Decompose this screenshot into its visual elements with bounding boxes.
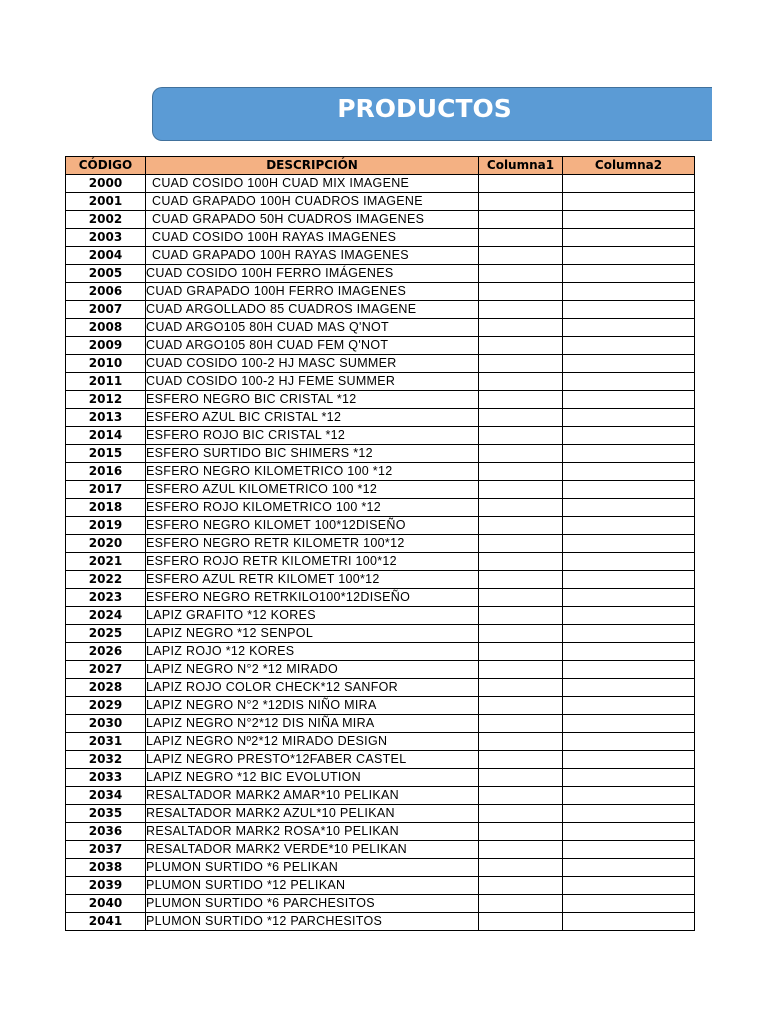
table-row (66, 697, 695, 715)
cell-descripcion[interactable]: LAPIZ NEGRO N°2*12 DIS NIÑA MIRA (146, 715, 479, 733)
cell-columna1[interactable] (479, 535, 563, 553)
page-title: PRODUCTOS (337, 94, 512, 123)
cell-columna1[interactable] (479, 481, 563, 499)
cell-columna2[interactable] (563, 373, 695, 391)
cell-columna2[interactable] (563, 571, 695, 589)
table-row (66, 841, 695, 859)
cell-columna2[interactable] (563, 751, 695, 769)
cell-columna1[interactable] (479, 175, 563, 193)
cell-descripcion[interactable]: LAPIZ ROJO COLOR CHECK*12 SANFOR (146, 679, 479, 697)
cell-codigo[interactable]: 2009 (66, 337, 146, 355)
cell-columna1[interactable] (479, 211, 563, 229)
cell-codigo[interactable]: 2017 (66, 481, 146, 499)
cell-descripcion[interactable]: LAPIZ NEGRO Nº2*12 MIRADO DESIGN (146, 733, 479, 751)
table-row (66, 607, 695, 625)
cell-columna1[interactable] (479, 787, 563, 805)
table-body (66, 175, 695, 931)
table-row (66, 805, 695, 823)
cell-descripcion[interactable]: CUAD COSIDO 100H FERRO IMÁGENES (146, 265, 479, 283)
table-row (66, 877, 695, 895)
cell-codigo[interactable]: 2005 (66, 265, 146, 283)
cell-codigo[interactable]: 2031 (66, 733, 146, 751)
cell-codigo[interactable]: 2029 (66, 697, 146, 715)
cell-columna1[interactable] (479, 373, 563, 391)
cell-columna2[interactable] (563, 247, 695, 265)
cell-columna1[interactable] (479, 697, 563, 715)
cell-codigo[interactable]: 2025 (66, 625, 146, 643)
cell-descripcion[interactable]: CUAD COSIDO 100-2 HJ FEME SUMMER (146, 373, 479, 391)
table-row (66, 193, 695, 211)
cell-columna1[interactable] (479, 463, 563, 481)
cell-codigo[interactable]: 2004 (66, 247, 146, 265)
cell-columna1[interactable] (479, 193, 563, 211)
table-row (66, 427, 695, 445)
cell-columna2[interactable] (563, 607, 695, 625)
header-descripcion[interactable]: DESCRIPCIÓN (146, 157, 479, 175)
cell-columna2[interactable] (563, 445, 695, 463)
cell-descripcion[interactable]: LAPIZ NEGRO N°2 *12DIS NIÑO MIRA (146, 697, 479, 715)
cell-codigo[interactable]: 2019 (66, 517, 146, 535)
products-table (65, 156, 695, 931)
cell-columna2[interactable] (563, 661, 695, 679)
cell-descripcion[interactable]: LAPIZ ROJO *12 KORES (146, 643, 479, 661)
cell-columna1[interactable] (479, 247, 563, 265)
cell-columna1[interactable] (479, 643, 563, 661)
table-row (66, 481, 695, 499)
table-row (66, 751, 695, 769)
cell-columna1[interactable] (479, 391, 563, 409)
cell-codigo[interactable]: 2033 (66, 769, 146, 787)
cell-descripcion[interactable]: CUAD GRAPADO 50H CUADROS IMAGENES (146, 211, 479, 229)
cell-descripcion[interactable]: CUAD GRAPADO 100H RAYAS IMAGENES (146, 247, 479, 265)
cell-columna2[interactable] (563, 301, 695, 319)
cell-descripcion[interactable]: LAPIZ NEGRO N°2 *12 MIRADO (146, 661, 479, 679)
cell-columna2[interactable] (563, 877, 695, 895)
cell-columna1[interactable] (479, 355, 563, 373)
cell-codigo[interactable]: 2022 (66, 571, 146, 589)
table-row (66, 859, 695, 877)
title-banner (152, 87, 712, 141)
cell-descripcion[interactable]: PLUMON SURTIDO *12 PELIKAN (146, 877, 479, 895)
cell-columna1[interactable] (479, 517, 563, 535)
table-row (66, 571, 695, 589)
cell-codigo[interactable]: 2020 (66, 535, 146, 553)
cell-codigo[interactable]: 2001 (66, 193, 146, 211)
cell-columna2[interactable] (563, 283, 695, 301)
cell-descripcion[interactable]: CUAD GRAPADO 100H CUADROS IMAGENE (146, 193, 479, 211)
cell-columna2[interactable] (563, 481, 695, 499)
table-row (66, 373, 695, 391)
cell-codigo[interactable]: 2016 (66, 463, 146, 481)
table-row (66, 499, 695, 517)
cell-codigo[interactable]: 2040 (66, 895, 146, 913)
cell-descripcion[interactable]: CUAD COSIDO 100H CUAD MIX IMAGENE (146, 175, 479, 193)
table-row (66, 355, 695, 373)
cell-columna2[interactable] (563, 913, 695, 931)
cell-columna2[interactable] (563, 715, 695, 733)
cell-codigo[interactable]: 2035 (66, 805, 146, 823)
table-row (66, 715, 695, 733)
cell-descripcion[interactable]: ESFERO SURTIDO BIC SHIMERS *12 (146, 445, 479, 463)
table-row (66, 679, 695, 697)
header-columna1[interactable]: Columna1 (479, 157, 563, 175)
cell-descripcion[interactable]: ESFERO AZUL KILOMETRICO 100 *12 (146, 481, 479, 499)
cell-codigo[interactable]: 2034 (66, 787, 146, 805)
cell-descripcion[interactable]: CUAD ARGO105 80H CUAD MAS Q'NOT (146, 319, 479, 337)
cell-descripcion[interactable]: RESALTADOR MARK2 AZUL*10 PELIKAN (146, 805, 479, 823)
cell-codigo[interactable]: 2018 (66, 499, 146, 517)
table-row (66, 553, 695, 571)
cell-codigo[interactable]: 2032 (66, 751, 146, 769)
cell-columna2[interactable] (563, 841, 695, 859)
cell-columna1[interactable] (479, 607, 563, 625)
cell-columna2[interactable] (563, 319, 695, 337)
cell-codigo[interactable]: 2012 (66, 391, 146, 409)
table-row (66, 517, 695, 535)
cell-codigo[interactable]: 2013 (66, 409, 146, 427)
table-row (66, 319, 695, 337)
cell-codigo[interactable]: 2026 (66, 643, 146, 661)
cell-codigo[interactable]: 2027 (66, 661, 146, 679)
table-row (66, 895, 695, 913)
cell-codigo[interactable]: 2030 (66, 715, 146, 733)
table-row (66, 769, 695, 787)
table-row (66, 409, 695, 427)
header-columna2[interactable]: Columna2 (563, 157, 695, 175)
cell-descripcion[interactable]: LAPIZ NEGRO *12 BIC EVOLUTION (146, 769, 479, 787)
table-row (66, 643, 695, 661)
cell-columna2[interactable] (563, 697, 695, 715)
table-row (66, 625, 695, 643)
cell-columna2[interactable] (563, 427, 695, 445)
cell-descripcion[interactable]: CUAD ARGO105 80H CUAD FEM Q'NOT (146, 337, 479, 355)
table-row (66, 247, 695, 265)
cell-columna1[interactable] (479, 301, 563, 319)
cell-columna1[interactable] (479, 715, 563, 733)
cell-columna1[interactable] (479, 841, 563, 859)
table-row (66, 823, 695, 841)
cell-columna1[interactable] (479, 283, 563, 301)
cell-columna2[interactable] (563, 229, 695, 247)
cell-descripcion[interactable]: ESFERO NEGRO KILOMETRICO 100 *12 (146, 463, 479, 481)
cell-columna2[interactable] (563, 553, 695, 571)
cell-descripcion[interactable]: CUAD ARGOLLADO 85 CUADROS IMAGENE (146, 301, 479, 319)
table-row (66, 283, 695, 301)
cell-codigo[interactable]: 2039 (66, 877, 146, 895)
table-row (66, 265, 695, 283)
table-row (66, 301, 695, 319)
cell-columna1[interactable] (479, 625, 563, 643)
cell-columna1[interactable] (479, 877, 563, 895)
cell-codigo[interactable]: 2015 (66, 445, 146, 463)
cell-codigo[interactable]: 2037 (66, 841, 146, 859)
cell-columna2[interactable] (563, 535, 695, 553)
table-row (66, 589, 695, 607)
cell-descripcion[interactable]: ESFERO NEGRO BIC CRISTAL *12 (146, 391, 479, 409)
cell-descripcion[interactable]: CUAD COSIDO 100-2 HJ MASC SUMMER (146, 355, 479, 373)
cell-columna2[interactable] (563, 409, 695, 427)
cell-descripcion[interactable]: ESFERO ROJO KILOMETRICO 100 *12 (146, 499, 479, 517)
cell-columna1[interactable] (479, 445, 563, 463)
cell-columna1[interactable] (479, 229, 563, 247)
cell-codigo[interactable]: 2038 (66, 859, 146, 877)
cell-codigo[interactable]: 2028 (66, 679, 146, 697)
cell-descripcion[interactable]: CUAD COSIDO 100H RAYAS IMAGENES (146, 229, 479, 247)
cell-columna2[interactable] (563, 733, 695, 751)
header-row (66, 157, 695, 175)
cell-descripcion[interactable]: LAPIZ NEGRO *12 SENPOL (146, 625, 479, 643)
cell-columna1[interactable] (479, 769, 563, 787)
cell-columna2[interactable] (563, 211, 695, 229)
table-row (66, 337, 695, 355)
cell-columna2[interactable] (563, 517, 695, 535)
cell-columna1[interactable] (479, 337, 563, 355)
cell-columna2[interactable] (563, 355, 695, 373)
cell-codigo[interactable]: 2010 (66, 355, 146, 373)
cell-columna1[interactable] (479, 319, 563, 337)
cell-descripcion[interactable]: ESFERO AZUL BIC CRISTAL *12 (146, 409, 479, 427)
cell-descripcion[interactable]: PLUMON SURTIDO *6 PELIKAN (146, 859, 479, 877)
cell-columna2[interactable] (563, 463, 695, 481)
cell-columna2[interactable] (563, 787, 695, 805)
table-row (66, 175, 695, 193)
table-row (66, 535, 695, 553)
table-row (66, 229, 695, 247)
cell-columna1[interactable] (479, 427, 563, 445)
cell-codigo[interactable]: 2041 (66, 913, 146, 931)
cell-codigo[interactable]: 2007 (66, 301, 146, 319)
cell-columna2[interactable] (563, 175, 695, 193)
cell-columna1[interactable] (479, 823, 563, 841)
cell-columna1[interactable] (479, 751, 563, 769)
cell-columna1[interactable] (479, 859, 563, 877)
cell-codigo[interactable]: 2023 (66, 589, 146, 607)
cell-columna1[interactable] (479, 571, 563, 589)
table-row (66, 211, 695, 229)
cell-codigo[interactable]: 2014 (66, 427, 146, 445)
cell-columna2[interactable] (563, 337, 695, 355)
table-row (66, 733, 695, 751)
cell-descripcion[interactable]: ESFERO NEGRO RETRKILO100*12DISEÑO (146, 589, 479, 607)
cell-descripcion[interactable]: PLUMON SURTIDO *6 PARCHESITOS (146, 895, 479, 913)
cell-columna2[interactable] (563, 589, 695, 607)
cell-columna1[interactable] (479, 499, 563, 517)
cell-descripcion[interactable]: ESFERO ROJO BIC CRISTAL *12 (146, 427, 479, 445)
cell-columna2[interactable] (563, 859, 695, 877)
cell-descripcion[interactable]: ESFERO AZUL RETR KILOMET 100*12 (146, 571, 479, 589)
cell-columna2[interactable] (563, 193, 695, 211)
cell-codigo[interactable]: 2036 (66, 823, 146, 841)
cell-codigo[interactable]: 2011 (66, 373, 146, 391)
table-row (66, 913, 695, 931)
cell-columna1[interactable] (479, 265, 563, 283)
table-row (66, 661, 695, 679)
cell-columna1[interactable] (479, 733, 563, 751)
cell-columna2[interactable] (563, 499, 695, 517)
cell-codigo[interactable]: 2006 (66, 283, 146, 301)
cell-descripcion[interactable]: PLUMON SURTIDO *12 PARCHESITOS (146, 913, 479, 931)
cell-descripcion[interactable]: CUAD GRAPADO 100H FERRO IMAGENES (146, 283, 479, 301)
cell-columna2[interactable] (563, 625, 695, 643)
table-row (66, 463, 695, 481)
cell-columna2[interactable] (563, 643, 695, 661)
table-row (66, 391, 695, 409)
table-row (66, 445, 695, 463)
header-codigo[interactable]: CÓDIGO (66, 157, 146, 175)
cell-codigo[interactable]: 2021 (66, 553, 146, 571)
cell-codigo[interactable]: 2000 (66, 175, 146, 193)
table-row (66, 787, 695, 805)
cell-columna1[interactable] (479, 805, 563, 823)
cell-descripcion[interactable]: ESFERO NEGRO KILOMET 100*12DISEÑO (146, 517, 479, 535)
cell-codigo[interactable]: 2008 (66, 319, 146, 337)
cell-columna1[interactable] (479, 409, 563, 427)
cell-columna2[interactable] (563, 265, 695, 283)
cell-columna1[interactable] (479, 895, 563, 913)
cell-codigo[interactable]: 2002 (66, 211, 146, 229)
cell-columna1[interactable] (479, 913, 563, 931)
cell-columna1[interactable] (479, 553, 563, 571)
cell-descripcion[interactable]: RESALTADOR MARK2 ROSA*10 PELIKAN (146, 823, 479, 841)
cell-columna1[interactable] (479, 661, 563, 679)
cell-descripcion[interactable]: RESALTADOR MARK2 VERDE*10 PELIKAN (146, 841, 479, 859)
cell-columna2[interactable] (563, 679, 695, 697)
cell-descripcion[interactable]: ESFERO NEGRO RETR KILOMETR 100*12 (146, 535, 479, 553)
cell-codigo[interactable]: 2003 (66, 229, 146, 247)
cell-columna2[interactable] (563, 895, 695, 913)
cell-descripcion[interactable]: ESFERO ROJO RETR KILOMETRI 100*12 (146, 553, 479, 571)
cell-columna2[interactable] (563, 769, 695, 787)
cell-descripcion[interactable]: LAPIZ GRAFITO *12 KORES (146, 607, 479, 625)
cell-descripcion[interactable]: LAPIZ NEGRO PRESTO*12FABER CASTEL (146, 751, 479, 769)
cell-columna2[interactable] (563, 391, 695, 409)
cell-columna1[interactable] (479, 679, 563, 697)
cell-codigo[interactable]: 2024 (66, 607, 146, 625)
cell-columna2[interactable] (563, 823, 695, 841)
cell-descripcion[interactable]: RESALTADOR MARK2 AMAR*10 PELIKAN (146, 787, 479, 805)
cell-columna2[interactable] (563, 805, 695, 823)
cell-columna1[interactable] (479, 589, 563, 607)
